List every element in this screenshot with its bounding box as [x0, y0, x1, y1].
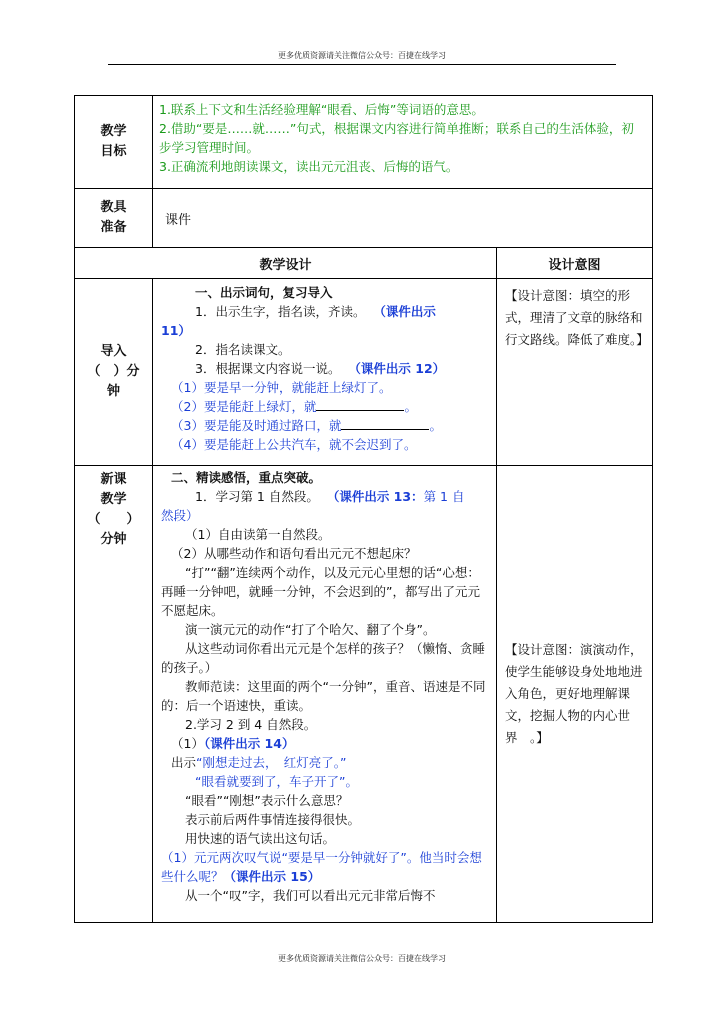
lesson-intent: 【设计意图：演演动作，使学生能够设身处地地进入角色，更好地理解课文，挖掘人物的内心世界 。】	[497, 466, 653, 923]
section-heading: 一、出示词句，复习导入	[195, 285, 333, 300]
step-line: 2.学习 2 到 4 自然段。	[185, 717, 317, 732]
paragraph: 从这些动词你看出元元是个怎样的孩子？（懒惰、贪睡的孩子。）	[161, 641, 486, 675]
step-line: 2．指名读课文。	[195, 342, 291, 357]
lesson-plan-table	[74, 95, 653, 923]
step-line: （1）自由读第一自然段。	[185, 527, 331, 542]
fill-question: （1）要是早一分钟，就能赶上绿灯了。	[171, 380, 392, 395]
fill-question: （3）要是能及时通过路口，就 。	[171, 418, 442, 433]
paragraph: “打”“翻”连续两个动作，以及元元心里想的话“心想：再睡一分钟吧，就睡一分钟，不会迟到的”，都写出了元元不愿起床。	[161, 565, 480, 618]
quote-line: 出示“刚想走过去， 红灯亮了。”	[171, 755, 347, 770]
intro-content	[153, 279, 497, 466]
lesson-content	[153, 466, 497, 923]
step-line: 1．学习第 1 自然段。 （课件出示 13：第 1 自	[195, 489, 465, 504]
step-line: （1）（课件出示 14）	[171, 736, 295, 751]
objectives-row	[75, 96, 653, 189]
tools-label: 教具 准备	[75, 189, 153, 248]
courseware-ref: 11）	[161, 323, 191, 338]
fill-question: （2）要是能赶上绿灯，就 。	[171, 399, 417, 414]
tools-row	[75, 189, 653, 248]
step-line: （2）从哪些动作和语句看出元元不想起床？	[171, 546, 417, 561]
courseware-ref: 然段）	[161, 508, 199, 523]
design-column-header: 教学设计	[75, 248, 497, 279]
objective-item: 2.借助“要是……就……”句式，根据课文内容进行简单推断；联系自己的生活体验，初步学习管理时间。	[159, 121, 634, 155]
paragraph: （1）元元两次叹气说“要是早一分钟就好了”。他当时会想些什么呢？（课件出示 15）	[161, 850, 482, 884]
intro-label: 导入 （ ）分 钟	[75, 279, 153, 466]
step-line: “眼看”“刚想”表示什么意思？	[185, 793, 349, 808]
step-line: 表示前后两件事情连接得很快。	[185, 812, 361, 827]
quote-line: “眼看就要到了，车子开了”。	[195, 774, 358, 789]
step-line: 3．根据课文内容说一说。 （课件出示 12）	[195, 361, 446, 376]
paragraph: 演一演元元的动作“打了个哈欠、翻了个身”。	[185, 622, 436, 637]
step-line: 1．出示生字，指名读，齐读。 （课件出示	[195, 304, 436, 319]
page-header: 更多优质资源请关注微信公众号：百捷在线学习	[278, 51, 446, 60]
column-header-row	[75, 248, 653, 279]
header-divider	[108, 64, 616, 65]
objective-item: 1.联系上下文和生活经验理解“眼看、后悔”等词语的意思。	[159, 102, 484, 117]
intent-column-header: 设计意图	[497, 248, 653, 279]
lesson-label: 新课 教学 （ ） 分钟	[75, 466, 153, 923]
fill-blank	[341, 417, 429, 430]
tools-value: 课件	[153, 189, 653, 248]
objectives-label: 教学 目标	[75, 96, 153, 189]
lesson-row	[75, 466, 653, 923]
fill-blank	[316, 398, 404, 411]
objectives-content	[153, 96, 653, 189]
page-footer: 更多优质资源请关注微信公众号：百捷在线学习	[278, 954, 446, 963]
paragraph: 从一个“叹”字，我们可以看出元元非常后悔不	[185, 888, 436, 903]
fill-question: （4）要是能赶上公共汽车，就不会迟到了。	[171, 437, 417, 452]
step-line: 用快速的语气读出这句话。	[185, 831, 336, 846]
paragraph: 教师范读：这里面的两个“一分钟”，重音、语速是不同的：后一个语速快，重读。	[161, 679, 486, 713]
intro-intent: 【设计意图：填空的形式，理清了文章的脉络和行文路线。降低了难度。】	[497, 279, 653, 466]
section-heading: 二、精读感悟，重点突破。	[171, 470, 322, 485]
intro-row	[75, 279, 653, 466]
objective-item: 3.正确流利地朗读课文，读出元元沮丧、后悔的语气。	[159, 159, 459, 174]
